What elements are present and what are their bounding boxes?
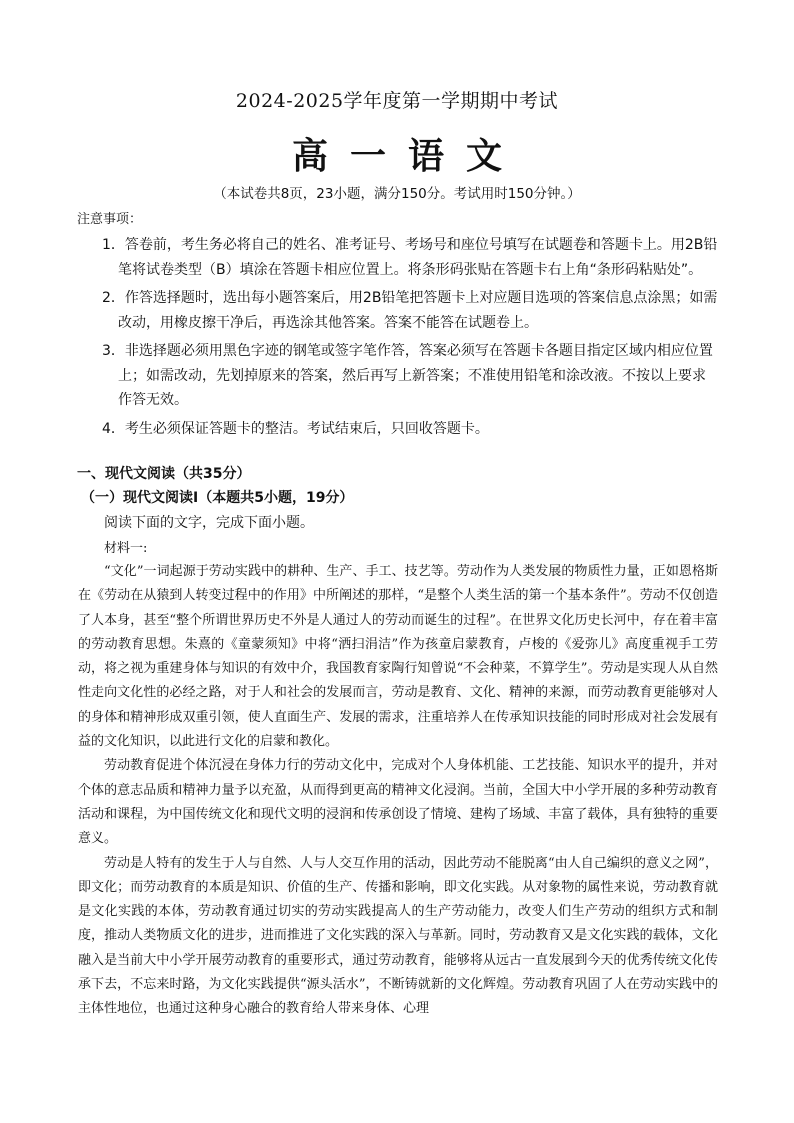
notice-item: 3．非选择题必须用黑色字迹的钢笔或签字笔作答，答案必须写在答题卡各题目指定区域内相应位置上；如需改动，先划掉原来的答案，然后再写上新答案；不准使用铅笔和涂改液。不按以上要求作答无效。 xyxy=(102,343,713,408)
reading-passage xyxy=(78,560,718,1022)
exam-info: （本试卷共8页，23小题，满分150分。考试用时150分钟。） xyxy=(213,186,581,202)
notice-list xyxy=(102,233,718,445)
passage-paragraph: 劳动是人特有的发生于人与自然、人与人交互作用的活动，因此劳动不能脱离“由人自己编织的意义之网”，即文化；而劳动教育的本质是知识、价值的生产、传播和影响，即文化实践。从对象物的属性来说，劳动教育就是文化实践的本体，劳动教育通过切实的劳动实践提高人的生产劳动能力，改变人们生产劳动的组织方式和制度，推动人类物质文化的进步，进而推进了文化实践的深入与革新。同时，劳动教育又是文化实践的载体，文化融入是当前大中小学开展劳动教育的重要形式，通过劳动教育，能够将从远古一直发展到今天的优秀传统文化传承下去，不忘来时路，为文化实践提供“源头活水”，不断铸就新的文化辉煌。劳动教育巩固了人在劳动实践中的主体性地位，也通过这种身心融合的教育给人带来身体、心理 xyxy=(78,855,718,1017)
subsection-heading: （一）现代文阅读Ⅰ（本题共5小题，19分） xyxy=(81,490,354,506)
notice-heading: 注意事项： xyxy=(77,212,143,227)
reading-instruction: 阅读下面的文字，完成下面小题。 xyxy=(104,515,314,531)
notice-item: 1．答卷前，考生务必将自己的姓名、准考证号、考场号和座位号填写在试题卷和答题卡上。用2B铅笔将试卷类型（B）填涂在答题卡相应位置上。将条形码张贴在答题卡右上角“条形码粘贴处”。 xyxy=(102,237,718,278)
notice-item: 2．作答选择题时，选出每小题答案后，用2B铅笔把答题卡上对应题目选项的答案信息点涂黑；如需改动，用橡皮擦干净后，再选涂其他答案。答案不能答在试题卷上。 xyxy=(102,290,718,331)
exam-title: 2024-2025学年度第一学期期中考试 xyxy=(235,90,559,112)
notice-item: 4．考生必须保证答题卡的整洁。考试结束后，只回收答题卡。 xyxy=(102,420,489,437)
subject-title: 高一语文 xyxy=(291,136,524,177)
passage-paragraph: 劳动教育促进个体沉浸在身体力行的劳动文化中，完成对个人身体机能、工艺技能、知识水平的提升，并对个体的意志品质和精神力量予以充盈，从而得到更高的精神文化浸润。当前，全国大中小学开展的多种劳动教育活动和课程，为中国传统文化和现代文明的浸润和传承创设了情境、建构了场域、丰富了载体，具有独特的重要意义。 xyxy=(78,758,718,847)
section-heading: 一、现代文阅读（共35分） xyxy=(77,466,251,482)
material-label: 材料一: xyxy=(104,541,148,556)
passage-paragraph: “文化”一词起源于劳动实践中的耕种、生产、手工、技艺等。劳动作为人类发展的物质性力量，正如恩格斯在《劳动在从猿到人转变过程中的作用》中所阐述的那样，“是整个人类生活的第一个基本条件”。劳动不仅创造了人本身，甚至“整个所谓世界历史不外是人通过人的劳动而诞生的过程”。在世界文化历史长河中，存在着丰富的劳动教育思想。朱熹的《童蒙须知》中将“洒扫涓洁”作为孩童启蒙教育，卢梭的《爱弥儿》高度重视手工劳动，将之视为重建身体与知识的有效中介，我国教育家陶行知曾说“不会种菜，不算学生”。劳动是实现人从自然性走向文化性的必经之路，对于人和社会的发展而言，劳动是教育、文化、精神的来源，而劳动教育更能够对人的身体和精神形成双重引领，使人直面生产、发展的需求，注重培养人在传承知识技能的同时形成对社会发展有益的文化知识，以此进行文化的启蒙和教化。 xyxy=(78,564,718,750)
